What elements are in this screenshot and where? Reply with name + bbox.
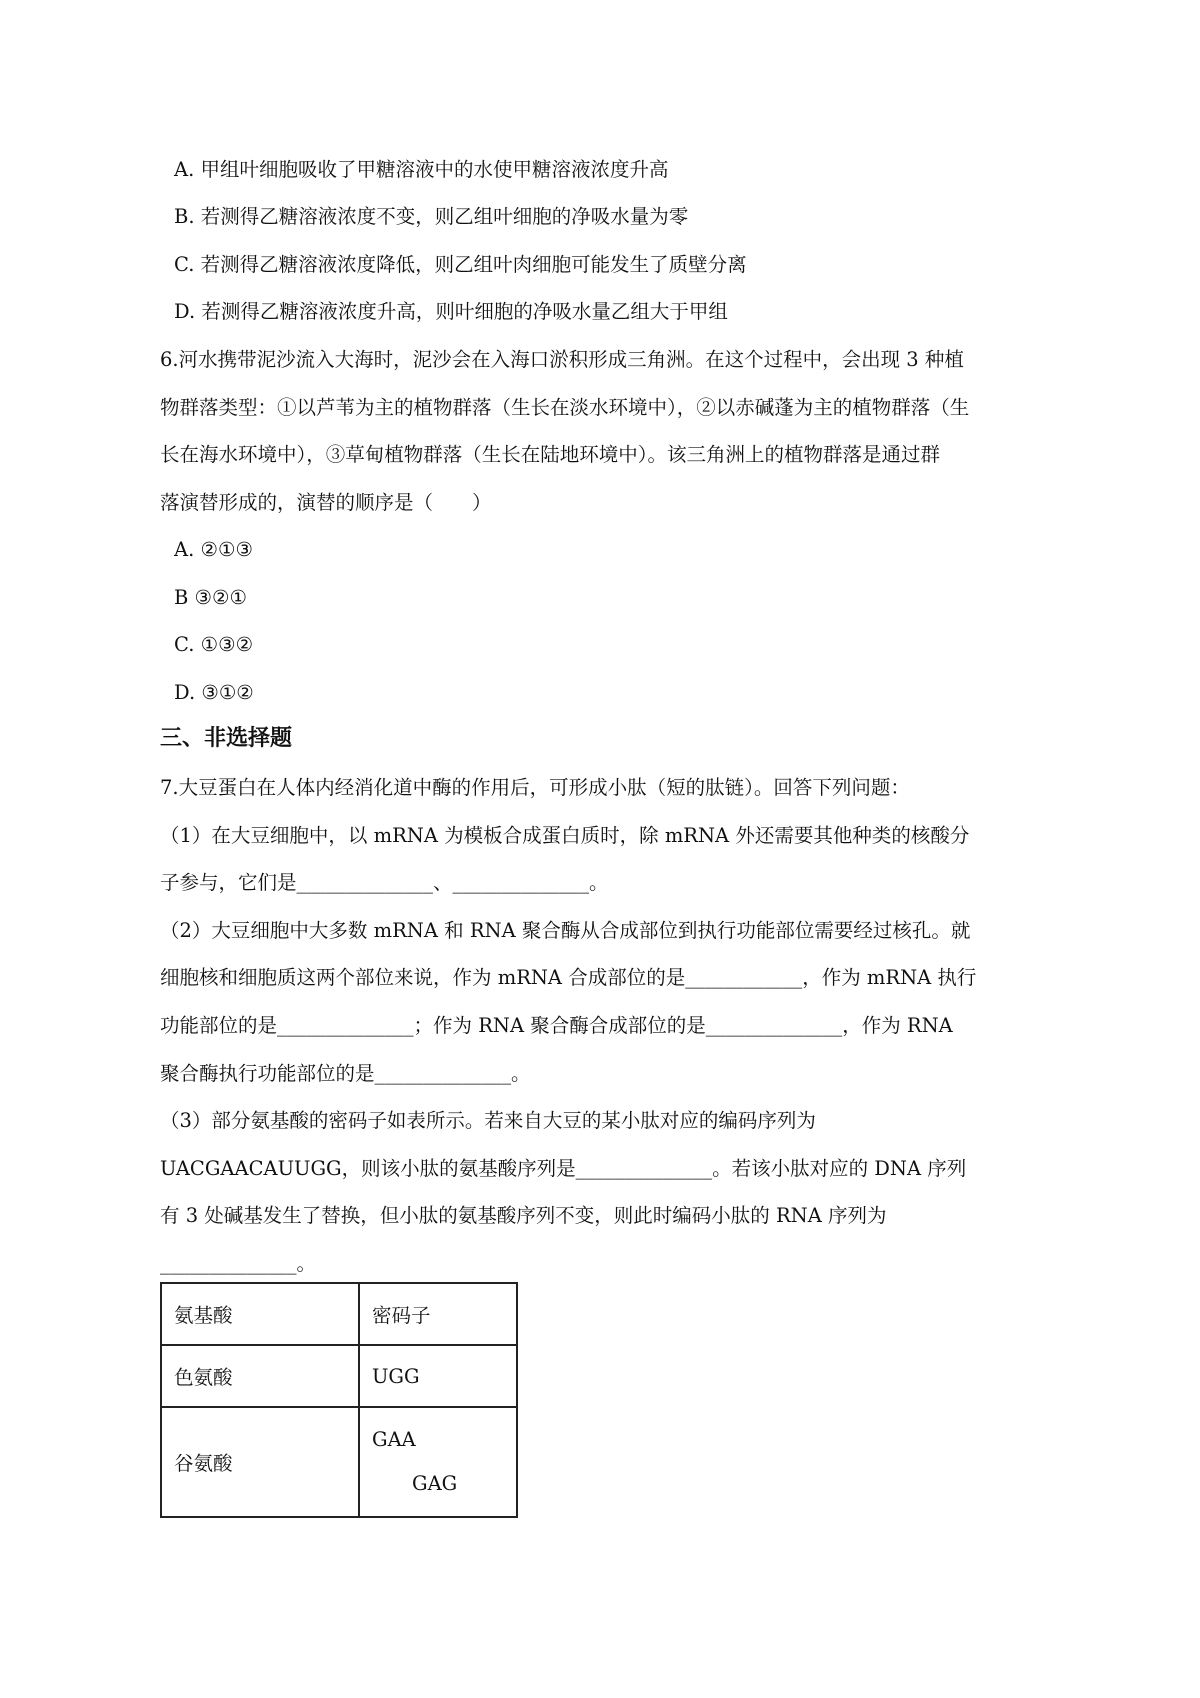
q7-line-7: 聚合酶执行功能部位的是______________。 (160, 1062, 531, 1085)
table-row (161, 1407, 517, 1517)
table-cell-codon: GAG (412, 1472, 458, 1495)
table-cell-amino: 谷氨酸 (161, 1407, 359, 1517)
q6-option-d: D. ③①② (174, 681, 254, 704)
q6-option-a: A. ②①③ (174, 538, 253, 561)
q7-line-3: 子参与，它们是______________、______________。 (160, 871, 609, 894)
q5-option-a: A. 甲组叶细胞吸收了甲糖溶液中的水使甲糖溶液浓度升高 (174, 158, 669, 181)
table-row (161, 1345, 517, 1407)
q7-line-1: 7.大豆蛋白在人体内经消化道中酶的作用后，可形成小肽（短的肽链）。回答下列问题： (160, 776, 910, 799)
q7-line-4: （2）大豆细胞中大多数 mRNA 和 RNA 聚合酶从合成部位到执行功能部位需要经过核孔。就 (160, 919, 971, 942)
table-cell-codon: UGG (359, 1345, 517, 1407)
table-header-codon: 密码子 (359, 1283, 517, 1345)
section-heading: 三、非选择题 (160, 726, 293, 751)
table-header-row (161, 1283, 517, 1345)
q7-line-6: 功能部位的是______________；作为 RNA 聚合酶合成部位的是______________，作为 RNA (160, 1014, 953, 1037)
q5-option-c: C. 若测得乙糖溶液浓度降低，则乙组叶肉细胞可能发生了质壁分离 (174, 253, 747, 276)
q7-line-9: UACGAACAUUGG，则该小肽的氨基酸序列是______________。若该小肽对应的 DNA 序列 (160, 1157, 967, 1180)
q6-line-3: 长在海水环境中），③草甸植物群落（生长在陆地环境中）。该三角洲上的植物群落是通过群 (160, 443, 941, 466)
q7-line-2: （1）在大豆细胞中，以 mRNA 为模板合成蛋白质时，除 mRNA 外还需要其他种类的核酸分 (160, 824, 970, 847)
table-cell-codon: GAA (372, 1428, 416, 1451)
q5-option-b: B. 若测得乙糖溶液浓度不变，则乙组叶细胞的净吸水量为零 (174, 205, 689, 228)
q7-line-11: ______________。 (160, 1252, 317, 1275)
q7-line-8: （3）部分氨基酸的密码子如表所示。若来自大豆的某小肽对应的编码序列为 (160, 1109, 816, 1132)
q6-line-4: 落演替形成的，演替的顺序是（ ） (160, 491, 492, 514)
q7-line-5: 细胞核和细胞质这两个部位来说，作为 mRNA 合成部位的是____________，作为 mRNA 执行 (160, 966, 977, 989)
q6-option-c: C. ①③② (174, 633, 254, 656)
table-cell-amino: 色氨酸 (161, 1345, 359, 1407)
table-header-amino: 氨基酸 (161, 1283, 359, 1345)
q6-option-b: B ③②① (174, 586, 247, 609)
codon-table (160, 1282, 518, 1518)
q6-line-1: 6.河水携带泥沙流入大海时，泥沙会在入海口淤积形成三角洲。在这个过程中，会出现 3 种植 (160, 348, 964, 371)
q5-option-d: D. 若测得乙糖溶液浓度升高，则叶细胞的净吸水量乙组大于甲组 (174, 300, 728, 323)
q7-line-10: 有 3 处碱基发生了替换，但小肽的氨基酸序列不变，则此时编码小肽的 RNA 序列为 (160, 1204, 887, 1227)
q6-line-2: 物群落类型：①以芦苇为主的植物群落（生长在淡水环境中），②以赤碱蓬为主的植物群落（生 (160, 396, 970, 419)
table-cell-codon-group (359, 1407, 517, 1517)
